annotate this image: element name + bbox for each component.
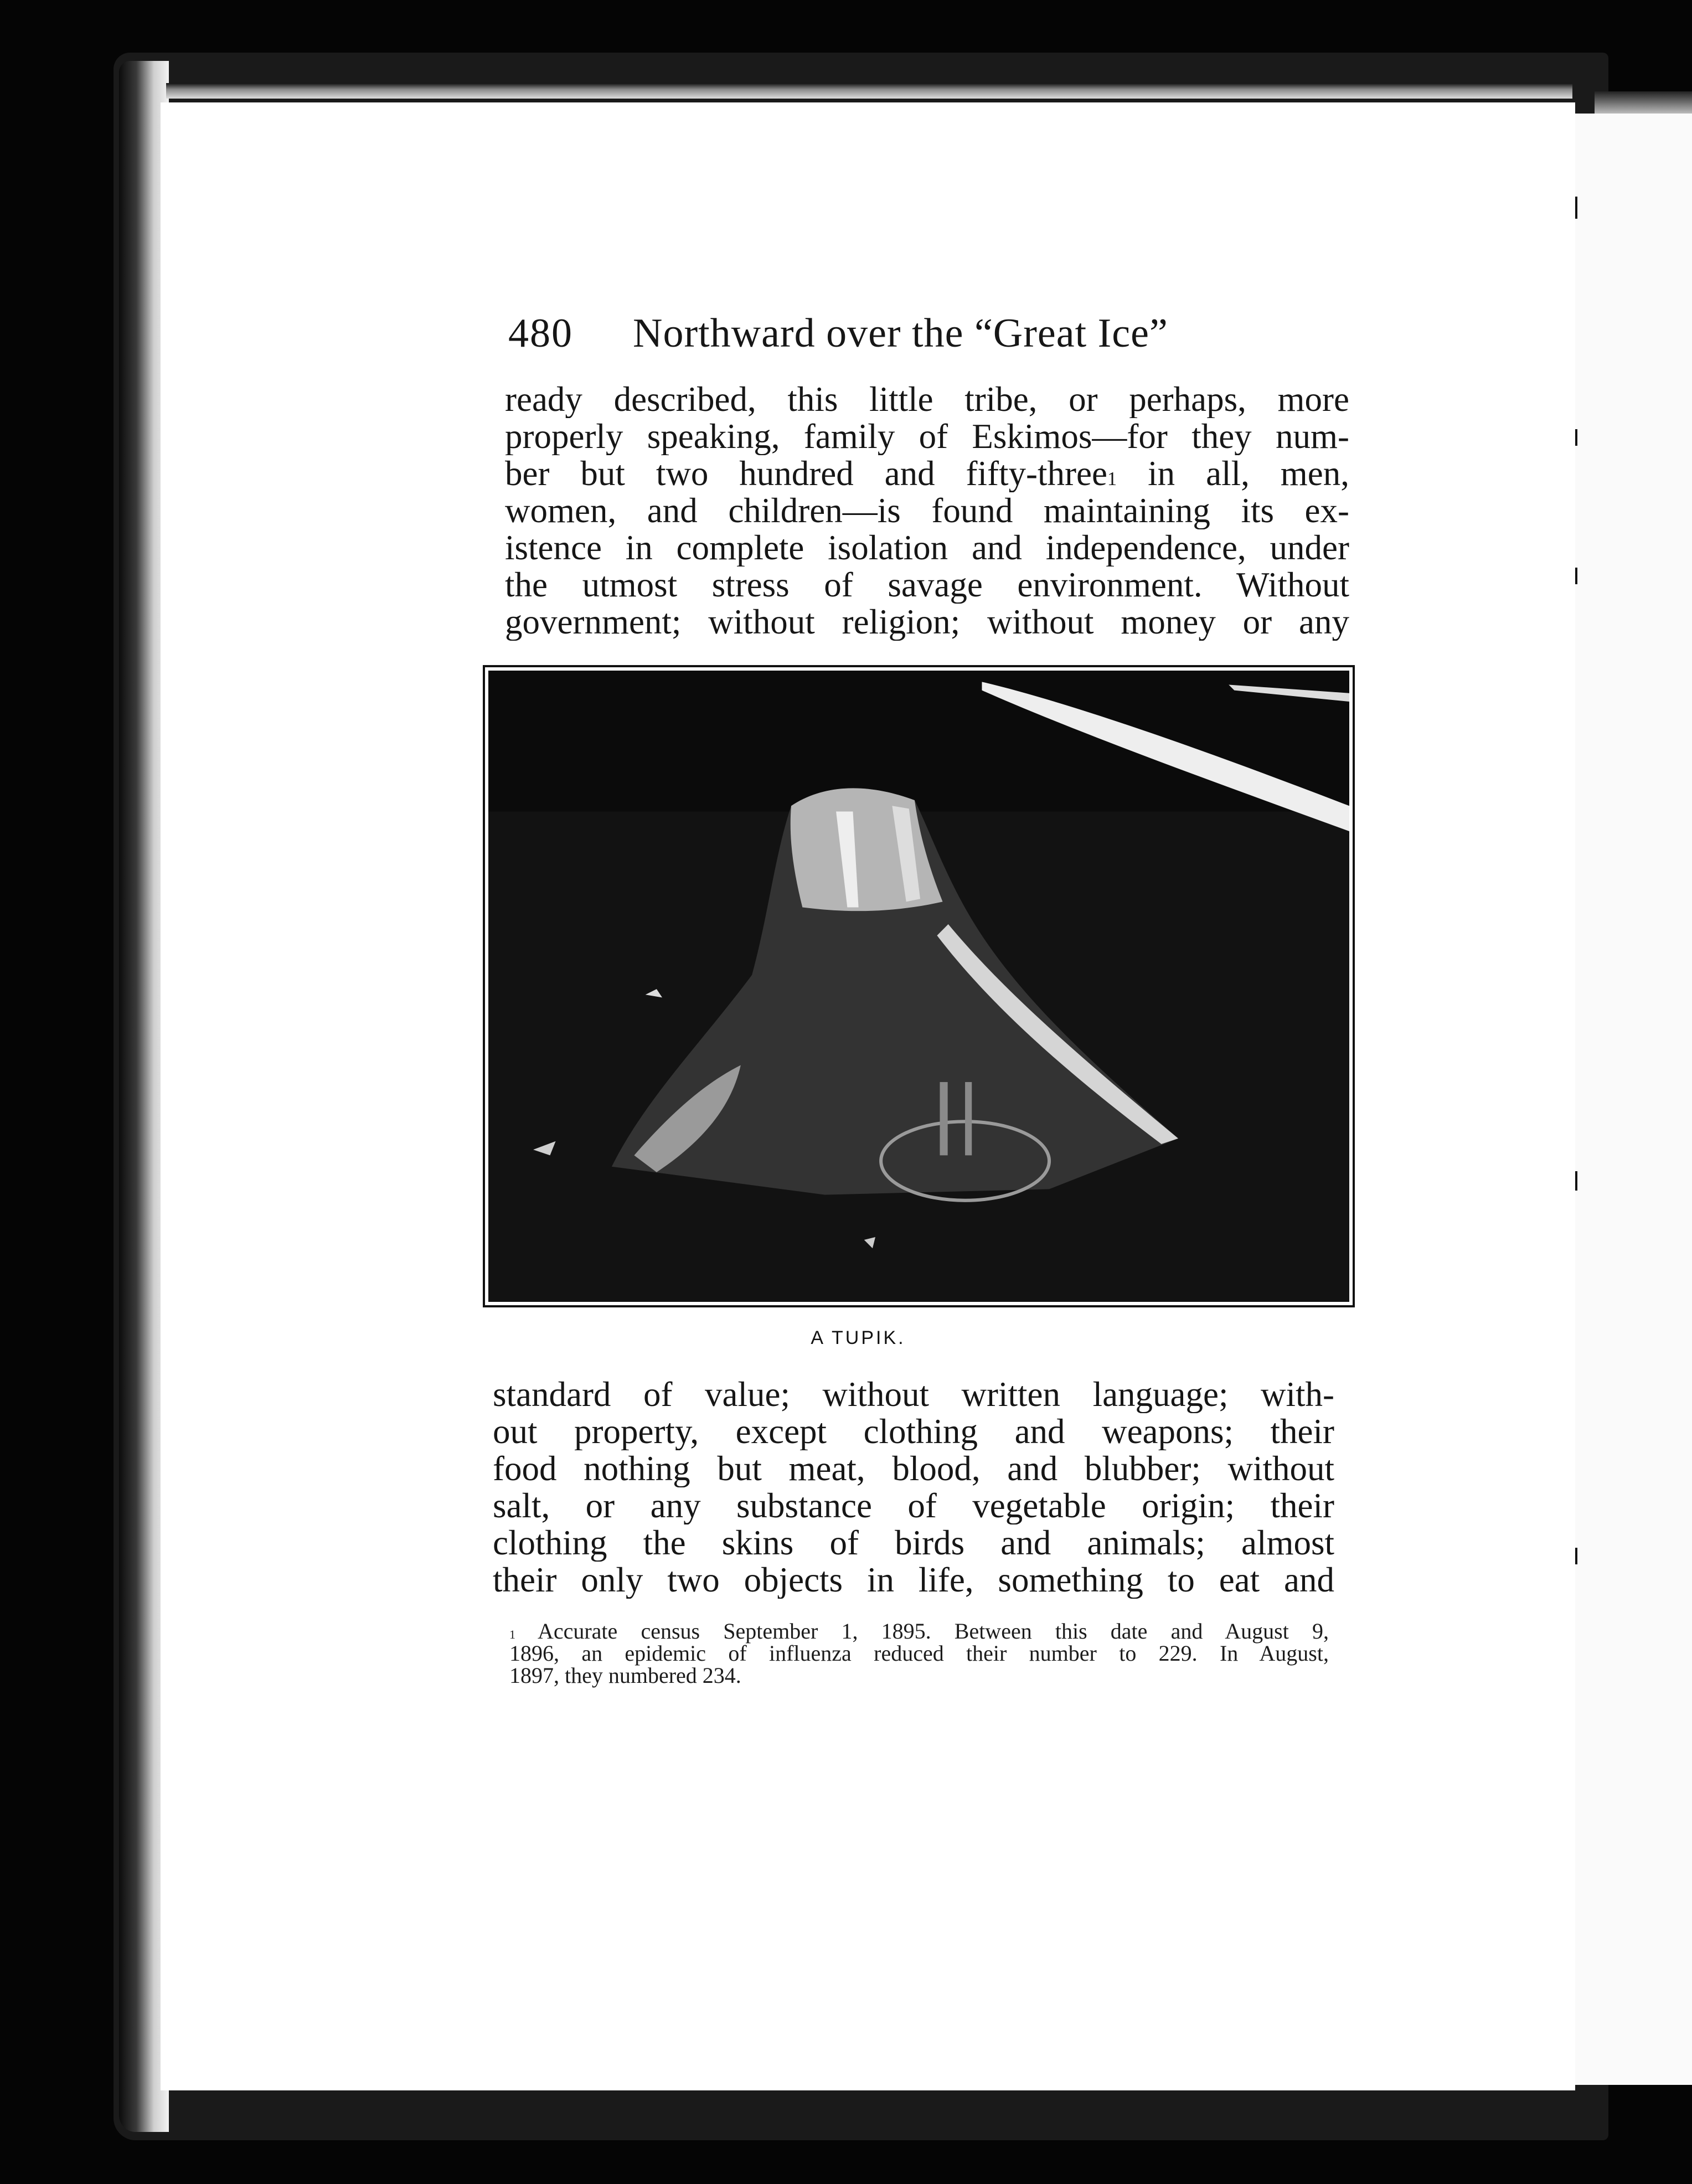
text-line: salt, or any substance of vegetable origin; their <box>493 1487 1334 1524</box>
text-line-start: ber but two hundred and fifty-three <box>505 455 1107 492</box>
page-top-edge <box>166 83 1572 99</box>
text-line: standard of value; without written language; with- <box>493 1376 1334 1413</box>
text-line: women, and children—is found maintaining its ex- <box>505 492 1349 529</box>
footnote <box>509 1620 1329 1687</box>
text-line: ready described, this little tribe, or perhaps, more <box>505 381 1349 418</box>
footnote-text: Accurate census September 1, 1895. Between this date and August 9, <box>537 1619 1329 1644</box>
text-line: clothing the skins of birds and animals; almost <box>493 1524 1334 1562</box>
text-line-end: in all, men, <box>1117 455 1349 492</box>
body-text-top <box>505 381 1349 641</box>
footnote-marker: 1 <box>509 1627 515 1641</box>
photo-frame <box>483 665 1355 1307</box>
text-line: food nothing but meat, blood, and blubber; without <box>493 1450 1334 1487</box>
footnote-line: 1897, they numbered 234. <box>509 1663 741 1688</box>
text-line: properly speaking, family of Eskimos—for they num- <box>505 418 1349 455</box>
next-page-top-edge <box>1595 91 1692 114</box>
next-page-edge <box>1570 114 1692 2085</box>
tent-photograph <box>488 671 1349 1302</box>
figure-tupik <box>476 661 1359 1309</box>
text-line <box>505 455 1349 492</box>
footnote-line <box>509 1620 1329 1642</box>
running-title: Northward over the “Great Ice” <box>633 311 1168 356</box>
page-number: 480 <box>508 311 573 356</box>
text-line: istence in complete isolation and independence, under <box>505 529 1349 566</box>
text-line: their only two objects in life, something to eat and <box>493 1562 1334 1599</box>
body-text-bottom <box>493 1376 1334 1599</box>
text-line: the utmost stress of savage environment. Without <box>505 566 1349 604</box>
text-line: government; without religion; without money or any <box>505 604 1349 641</box>
running-head <box>508 310 1350 371</box>
footnote-reference: 1 <box>1107 468 1117 490</box>
text-line: out property, except clothing and weapons; their <box>493 1413 1334 1450</box>
figure-caption: A TUPIK. <box>811 1327 906 1348</box>
footnote-line: 1896, an epidemic of influenza reduced their number to 229. In August, <box>509 1641 1329 1666</box>
